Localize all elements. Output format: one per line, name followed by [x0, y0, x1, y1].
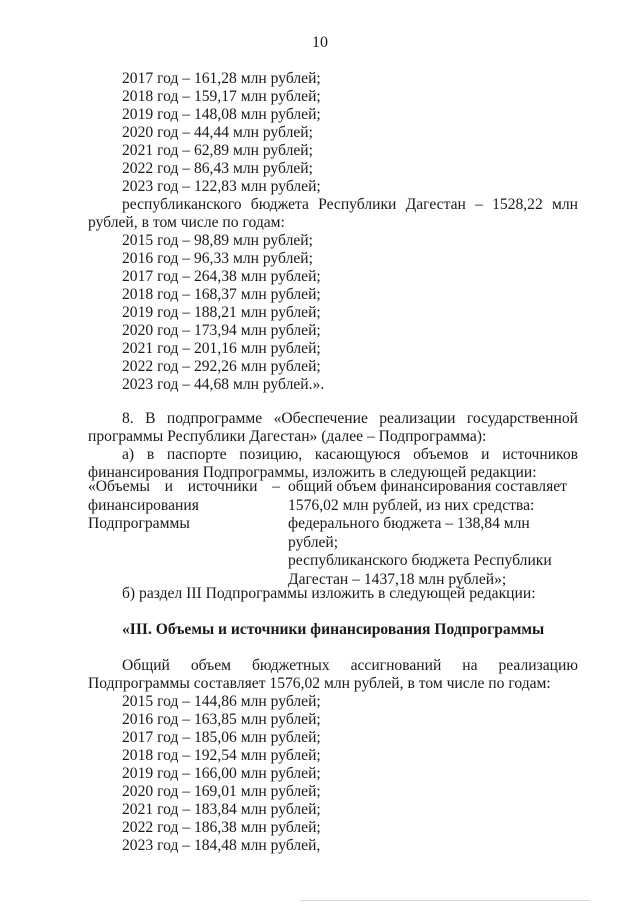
general-line-cont: Подпрограммы составляет 1576,02 млн рублей, в том числе по годам: — [88, 675, 551, 692]
passport-value-line: Дагестан – 1437,18 млн рублей»; — [288, 570, 507, 588]
year-line: 2019 год – 166,00 млн рублей; — [122, 765, 321, 782]
year-line: 2020 год – 44,44 млн рублей; — [122, 124, 313, 141]
year-line: 2020 год – 173,94 млн рублей; — [122, 322, 321, 339]
year-line: 2018 год – 192,54 млн рублей; — [122, 747, 321, 764]
year-line: 2017 год – 264,38 млн рублей; — [122, 268, 321, 285]
scan-edge-line — [300, 900, 590, 901]
item8-line: финансирования Подпрограммы, изложить в следующей редакции: — [88, 464, 537, 481]
item-b-line: б) раздел III Подпрограммы изложить в следующей редакции: — [122, 585, 536, 602]
general-line: Общий объем бюджетных ассигнований на реализацию — [122, 657, 578, 674]
passport-value-line: общий объем финансирования составляет — [288, 478, 567, 495]
passport-value-line: федерального бюджета – 138,84 млн — [288, 515, 530, 532]
year-line: 2022 год – 86,43 млн рублей; — [122, 160, 313, 177]
year-line: 2017 год – 161,28 млн рублей; — [122, 70, 321, 87]
year-line: 2018 год – 168,37 млн рублей; — [122, 286, 321, 303]
passport-label-line: Подпрограммы — [88, 515, 190, 532]
year-line: 2022 год – 186,38 млн рублей; — [122, 819, 321, 836]
passport-label-line: «Объемы и источники – — [88, 478, 280, 495]
item8-line: а) в паспорте позицию, касающуюся объемов и источников — [122, 446, 578, 463]
passport-value — [288, 478, 578, 589]
year-line: 2015 год – 98,89 млн рублей; — [122, 232, 313, 249]
republic-budget-line: республиканского бюджета Республики Дагестан – 1528,22 млн — [122, 196, 578, 213]
year-line: 2023 год – 44,68 млн рублей.». — [122, 376, 325, 393]
passport-label — [88, 478, 280, 534]
year-line: 2019 год – 148,08 млн рублей; — [122, 106, 321, 123]
year-line: 2023 год – 122,83 млн рублей; — [122, 178, 321, 195]
item8-line: 8. В подпрограмме «Обеспечение реализации государственной — [122, 410, 578, 427]
republic-budget-line-cont: рублей, в том числе по годам: — [88, 214, 285, 231]
year-line: 2016 год – 163,85 млн рублей; — [122, 711, 321, 728]
year-line: 2016 год – 96,33 млн рублей; — [122, 250, 313, 267]
page-number: 10 — [312, 34, 328, 51]
section-heading: «III. Объемы и источники финансирования Подпрограммы — [122, 621, 545, 638]
year-line: 2019 год – 188,21 млн рублей; — [122, 304, 321, 321]
year-line: 2022 год – 292,26 млн рублей; — [122, 358, 321, 375]
item8-line: программы Республики Дагестан» (далее – Подпрограмма): — [88, 428, 487, 445]
year-line: 2023 год – 184,48 млн рублей, — [122, 837, 321, 854]
passport-label-line: финансирования — [88, 496, 199, 514]
passport-value-line: рублей; — [288, 533, 339, 551]
year-line: 2021 год – 62,89 млн рублей; — [122, 142, 313, 159]
passport-value-line: республиканского бюджета Республики — [288, 552, 552, 569]
year-line: 2020 год – 169,01 млн рублей; — [122, 783, 321, 800]
year-line: 2021 год – 201,16 млн рублей; — [122, 340, 321, 357]
year-line: 2017 год – 185,06 млн рублей; — [122, 729, 321, 746]
year-line: 2015 год – 144,86 млн рублей; — [122, 693, 321, 710]
year-line: 2021 год – 183,84 млн рублей; — [122, 801, 321, 818]
year-line: 2018 год – 159,17 млн рублей; — [122, 88, 321, 105]
passport-value-line: 1576,02 млн рублей, из них средства: — [288, 496, 535, 514]
